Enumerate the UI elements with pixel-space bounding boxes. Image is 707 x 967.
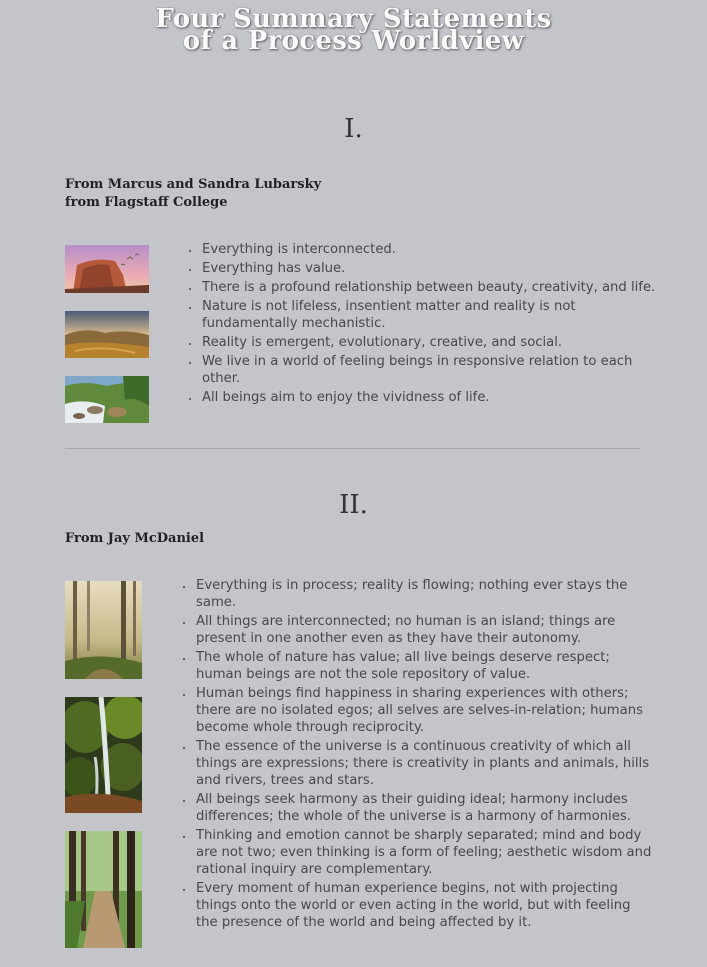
source-line-2: from Flagstaff College — [65, 195, 228, 210]
misty-forest-image — [65, 581, 142, 679]
river-rocks-image — [65, 376, 149, 423]
list-item: • All beings seek harmony as their guiding ideal; harmony includes differences; the whole of the universe is a harmony of harmonies. — [194, 791, 656, 825]
list-item: • Everything is interconnected. — [200, 241, 656, 258]
page-title — [0, 4, 707, 56]
list-item: • All beings aim to enjoy the vividness of life. — [200, 389, 656, 406]
list-item: • There is a profound relationship between beauty, creativity, and life. — [200, 279, 656, 296]
list-item: • Thinking and emotion cannot be sharply separated; mind and body are not two; even thinking is a form of feeling; aesthetic wisdom and rational inquiry are complementary. — [194, 827, 656, 878]
section-numeral-ii: II. — [339, 490, 368, 520]
source-line-1: From Marcus and Sandra Lubarsky — [65, 177, 322, 192]
list-item: • Everything has value. — [200, 260, 656, 277]
section-i-list — [184, 241, 656, 408]
section-numeral-i: I. — [344, 114, 363, 144]
mossy-waterfall-image — [65, 697, 142, 813]
list-item: • All things are interconnected; no human is an island; things are present in one another even as they have their autonomy. — [194, 613, 656, 647]
red-rock-mesa-image — [65, 245, 149, 293]
list-item: • Reality is emergent, evolutionary, creative, and social. — [200, 334, 656, 351]
list-item: • Every moment of human experience begins, not with projecting things onto the world or even acting in the world, but with feeling the presence of the world and being affected by it. — [194, 880, 656, 931]
list-item: • Nature is not lifeless, insentient matter and reality is not fundamentally mechanistic. — [200, 298, 656, 332]
section-divider — [65, 448, 640, 449]
list-item: • Everything is in process; reality is flowing; nothing ever stays the same. — [194, 577, 656, 611]
forest-path-image — [65, 831, 142, 948]
page-title-line1: Four Summary Statements — [155, 4, 552, 34]
list-item: • Human beings find happiness in sharing experiences with others; there are no isolated egos; all selves are selves-in-relation; humans become whole through reciprocity. — [194, 685, 656, 736]
list-item: • The whole of nature has value; all live beings deserve respect; human beings are not the sole repository of value. — [194, 649, 656, 683]
source-line-1: From Jay McDaniel — [65, 531, 205, 546]
list-item: • We live in a world of feeling beings in responsive relation to each other. — [200, 353, 656, 387]
section-i-source — [65, 176, 321, 212]
section-ii-source — [65, 530, 204, 548]
section-ii-list — [178, 577, 656, 933]
page-title-line2: of a Process Worldview — [182, 26, 525, 56]
list-item: • The essence of the universe is a continuous creativity of which all things are expressions; there is creativity in plants and animals, hills and rivers, trees and stars. — [194, 738, 656, 789]
sunset-landscape-image — [65, 311, 149, 358]
